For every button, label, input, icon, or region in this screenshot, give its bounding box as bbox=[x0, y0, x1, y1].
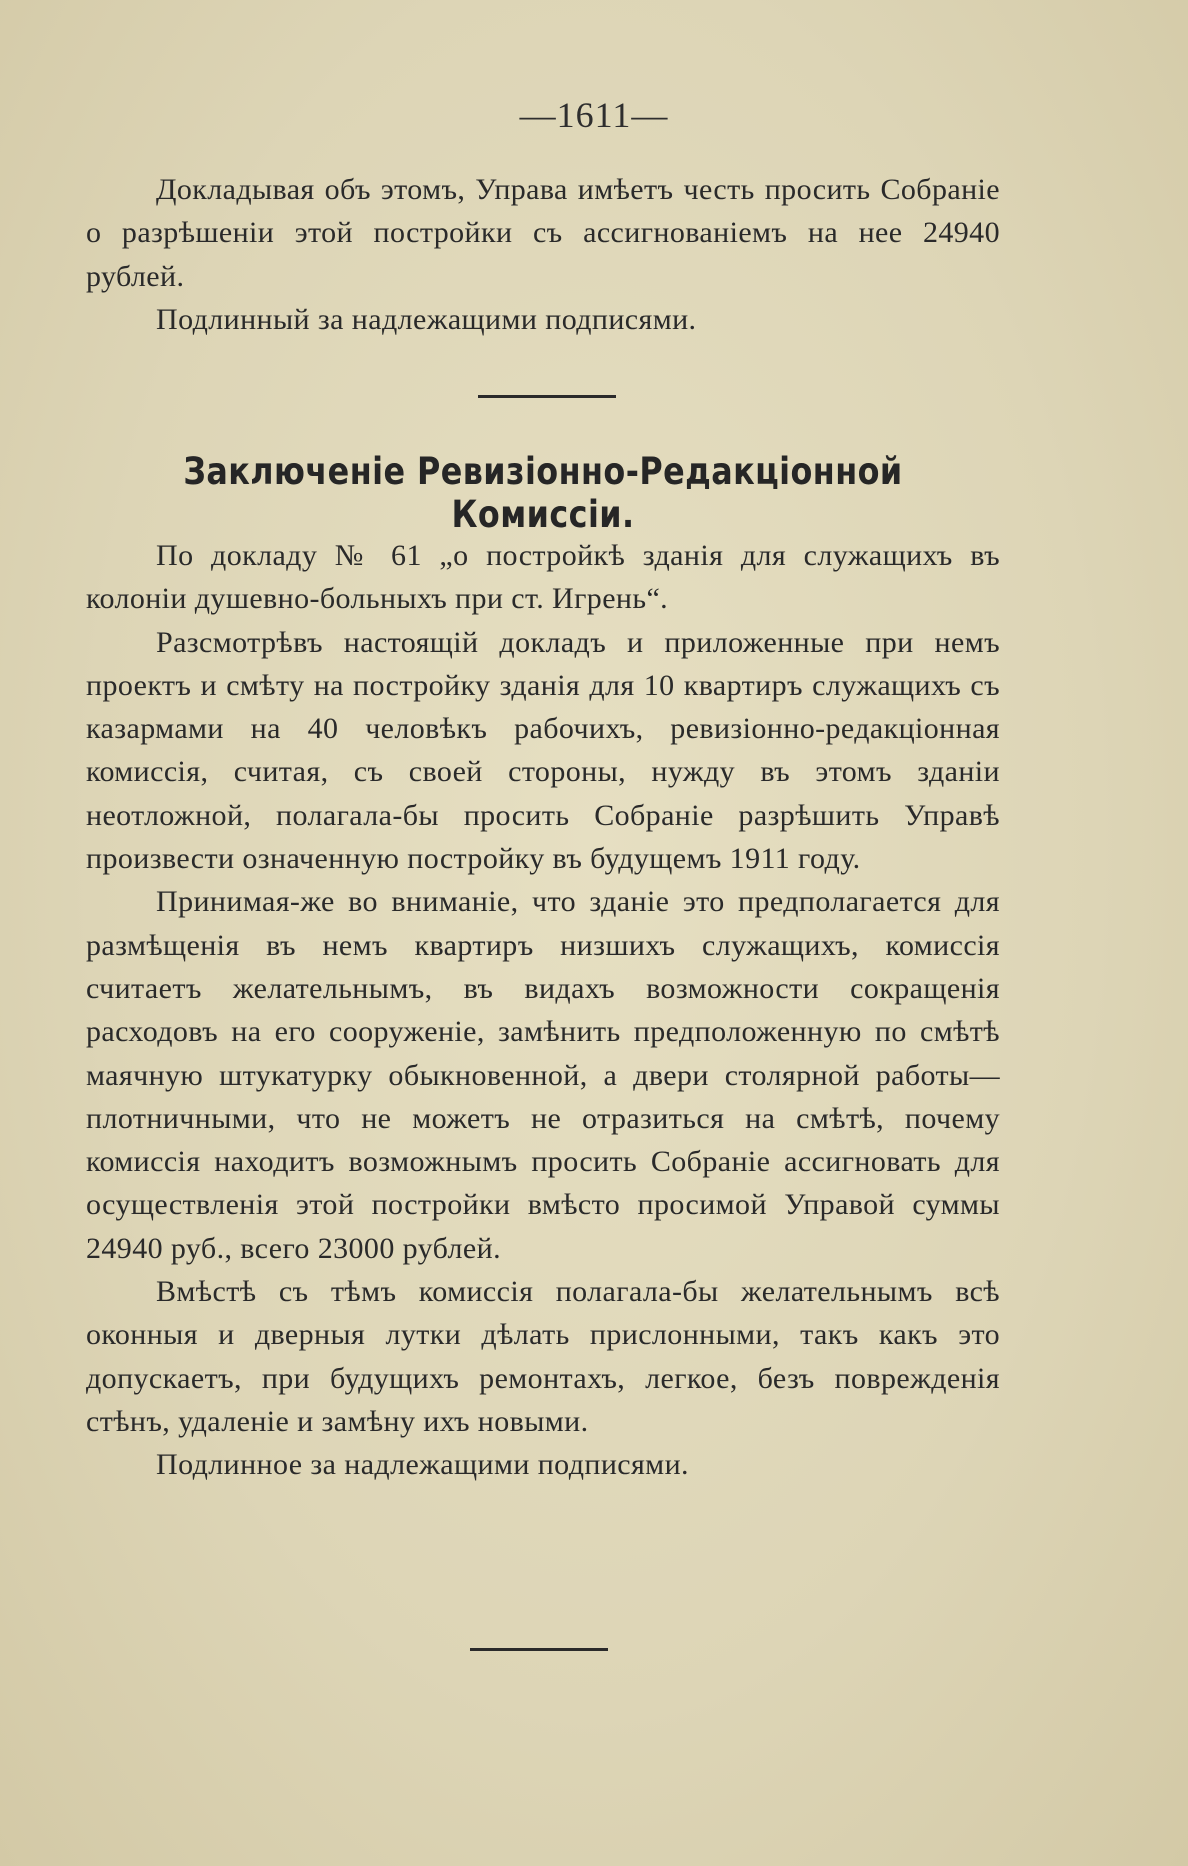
intro-paragraph: Докладывая объ этомъ, Управа имѣетъ честь просить Собраніе о разрѣшеніи этой постройки съ ассигнованіемъ на нее 24940 рублей. bbox=[86, 173, 1000, 293]
intro-text bbox=[86, 168, 1000, 341]
section-heading: Заключеніе Ревизіонно-Редакціонной Комиссіи. bbox=[183, 450, 903, 536]
end-divider bbox=[470, 1648, 608, 1651]
intro-signature-note: Подлинный за надлежащими подписями. bbox=[156, 302, 697, 336]
report-reference-paragraph: По докладу № 61 „о постройкѣ зданія для служащихъ въ колоніи душевно-больныхъ при ст. Игрень“. bbox=[86, 539, 1000, 616]
commission-conclusion-text bbox=[86, 534, 1000, 1487]
signature-note: Подлинное за надлежащими подписями. bbox=[156, 1448, 689, 1482]
section-divider bbox=[478, 395, 616, 398]
cost-reduction-paragraph: Принимая-же во вниманіе, что зданіе это предполагается для размѣщенія въ немъ квартиръ низшихъ служащихъ, комиссія считаетъ желательнымъ, въ видахъ возможности сокращенія расходовъ на его сооруженіе, замѣнить предположенную по смѣтѣ маячную штукатурку обыкновенной, а двери столярной работы—плотничными, что не можетъ не отразиться на смѣтѣ, почему комиссія находитъ возможнымъ просить Собраніе ассигновать для осуществленія этой постройки вмѣсто просимой Управой суммы 24940 руб., всего 23000 рублей. bbox=[86, 885, 1000, 1265]
review-paragraph: Разсмотрѣвъ настоящій докладъ и приложенные при немъ проектъ и смѣту на постройку зданія для 10 квартиръ служащихъ съ казармами на 40 человѣкъ рабочихъ, ревизіонно-редакціонная комиссія, считая, съ своей стороны, нужду въ этомъ зданіи неотложной, полагала-бы просить Собраніе разрѣшить Управѣ произвести означенную постройку въ будущемъ 1911 году. bbox=[86, 625, 1000, 876]
page-number: —1611— bbox=[519, 95, 669, 135]
window-door-paragraph: Вмѣстѣ съ тѣмъ комиссія полагала-бы желательнымъ всѣ оконныя и дверныя лутки дѣлать прислонными, такъ какъ это допускаетъ, при будущихъ ремонтахъ, легкое, безъ поврежденія стѣнъ, удаленіе и замѣну ихъ новыми. bbox=[86, 1275, 1000, 1438]
